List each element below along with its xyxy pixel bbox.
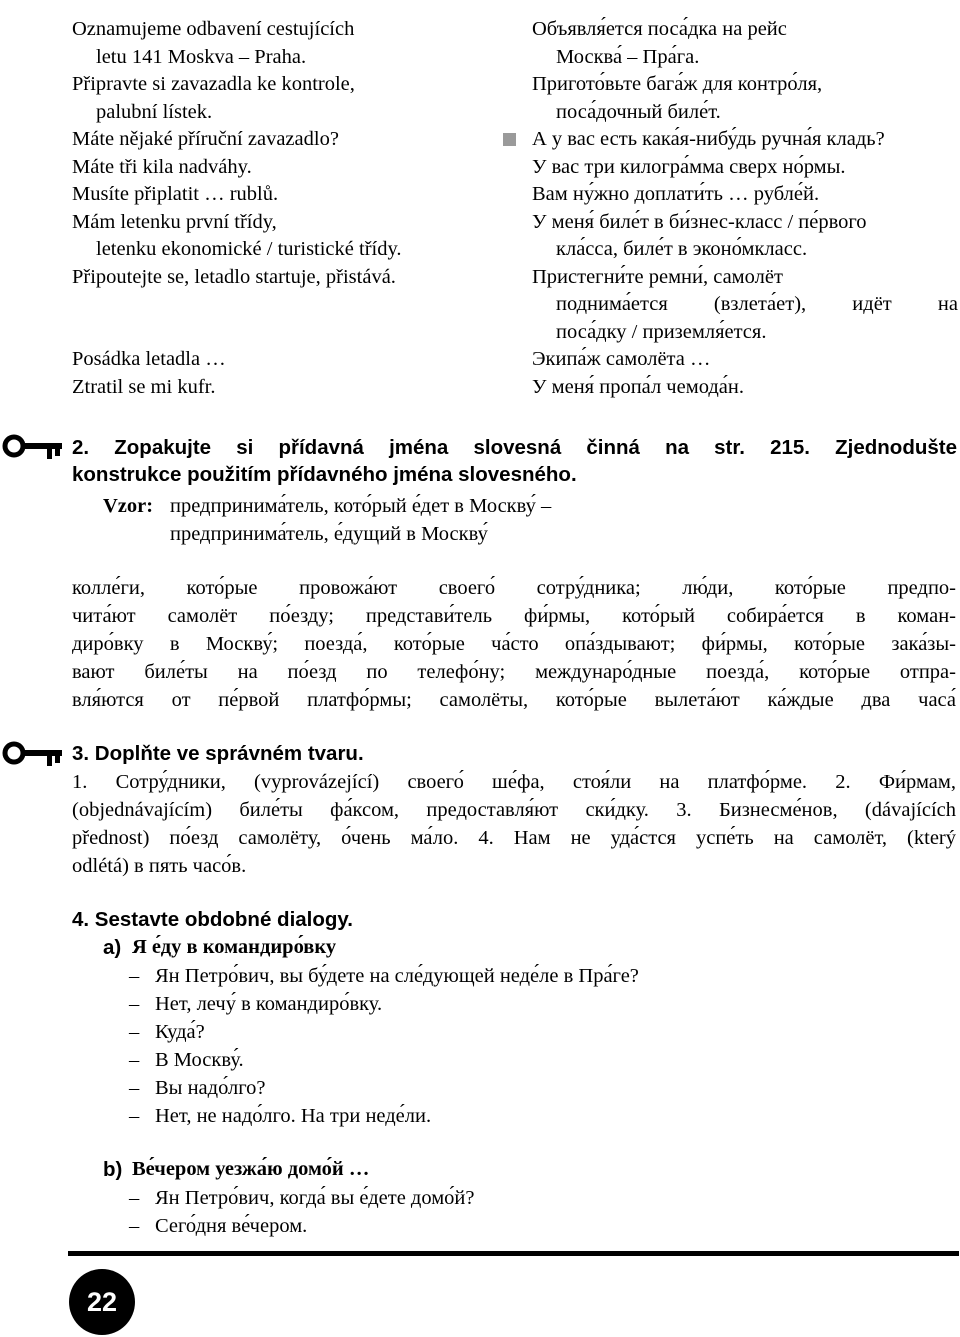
dialog-text: Нет, не надо́лго. На три неде́ли. <box>155 1105 432 1127</box>
ru-phrase: Пристегни́те ремни́, самолёт <box>532 265 783 288</box>
cz-phrase: Připoutejte se, letadlo startuje, přistává. <box>72 265 396 288</box>
dash: – <box>129 1021 140 1043</box>
paragraph-line: колле́ги, кото́рые провожа́ют своего́ сотру́дника; лю́ди, кото́рые предпо- <box>72 577 956 599</box>
dialog-line <box>129 1046 909 1074</box>
dialog-text: Ян Петро́вич, когда́ вы е́дете домо́й? <box>155 1187 475 1209</box>
ru-phrase: Москва́ – Пра́га. <box>556 45 700 68</box>
page-number: 22 <box>69 1269 135 1335</box>
exercise-3-text <box>72 768 956 880</box>
dialog-a-label: a) <box>103 936 122 959</box>
exercise-3-heading: 3. Doplňte ve správném tvaru. <box>72 742 364 765</box>
cz-phrase: Posádka letadla … <box>72 348 226 370</box>
dialog-line <box>129 1184 909 1212</box>
vzor-line: предпринима́тель, е́дущий в Москву́ <box>170 523 488 545</box>
key-icon <box>2 431 64 465</box>
dialog-b <box>129 1184 909 1240</box>
paragraph-line: диро́вку в Москву́; поезда́, кото́рые ча́сто опа́здывают; фи́рмы, кото́рые зака́зы- <box>72 633 956 655</box>
ru-phrase: А у вас есть кака́я-нибу́дь ручна́я кладь? <box>532 128 885 150</box>
cz-phrase: Ztratil se mi kufr. <box>72 375 216 398</box>
ru-phrase: Объявля́ется поса́дка на рейс <box>532 18 787 40</box>
vzor-line: предпринима́тель, кото́рый е́дет в Москву́ – <box>170 495 552 517</box>
dialog-line <box>129 962 909 990</box>
paragraph-line: odlétá) в пять часо́в. <box>72 855 247 877</box>
square-bullet-icon <box>503 133 516 146</box>
phrase-row <box>0 264 960 347</box>
cz-phrase: letenku ekonomické / turistické třídy. <box>96 238 402 260</box>
dialog-line <box>129 1102 909 1130</box>
phrase-row <box>0 154 960 182</box>
phrase-row <box>0 346 960 374</box>
phrase-row <box>0 71 960 126</box>
dialog-line <box>129 1018 909 1046</box>
footer-rule <box>68 1251 959 1256</box>
cz-phrase: Oznamujeme odbavení cestujících <box>72 18 355 40</box>
dash: – <box>129 1049 140 1071</box>
phrase-table <box>0 16 960 401</box>
ru-phrase: Вам ну́жно доплати́ть … рубле́й. <box>532 183 820 205</box>
exercise-2-heading <box>72 434 957 488</box>
phrase-row <box>0 374 960 402</box>
dash: – <box>129 1105 140 1127</box>
dash: – <box>129 993 140 1015</box>
phrase-row <box>0 209 960 264</box>
exercise-2-text <box>72 574 956 714</box>
dialog-a <box>129 962 909 1130</box>
cz-phrase: Připravte si zavazadla ke kontrole, <box>72 73 355 95</box>
ru-phrase: поса́дочный биле́т. <box>556 100 721 123</box>
dialog-text: Сего́дня ве́чером. <box>155 1215 308 1237</box>
paragraph-line: вля́ются от пе́рвой платфо́рмы; самолёты, кото́рые вылета́ют ка́ждые два часа́ <box>72 689 956 711</box>
dialog-b-title: Ве́чером уезжа́ю домо́й … <box>132 1158 370 1180</box>
paragraph-line: (objednávajícím) биле́ты фа́ксом, предоставля́ют ски́дку. 3. Бизнесме́нов, (dávajících <box>72 799 956 821</box>
ru-phrase: Экипа́ж самолёта … <box>532 348 711 370</box>
phrase-row <box>0 16 960 71</box>
dialog-a-title: Я е́ду в командиро́вку <box>132 936 337 958</box>
cz-phrase: letu 141 Moskva – Praha. <box>96 45 307 68</box>
ru-phrase: У меня́ пропа́л чемода́н. <box>532 375 744 398</box>
cz-phrase: Máte nějaké příruční zavazadlo? <box>72 128 339 150</box>
paragraph-line: вают биле́ты на по́езд по телефо́ну; междунаро́дные поезда́, кото́рые отпра- <box>72 661 956 683</box>
ru-phrase: кла́сса, биле́т в эконо́мкласс. <box>556 238 808 260</box>
dash: – <box>129 1215 140 1237</box>
ru-phrase: поса́дку / приземля́ется. <box>556 320 767 343</box>
ru-phrase: У вас три килогра́мма сверх но́рмы. <box>532 155 846 178</box>
ru-phrase: поднима́ется (взлета́ет), идёт на <box>556 293 958 315</box>
exercise-4-heading: 4. Sestavte obdobné dialogy. <box>72 908 353 931</box>
dialog-line <box>129 1212 909 1240</box>
paragraph-line: чита́ют самолёт по́езду; представи́тель фи́рмы, кото́рый собира́ется в коман- <box>72 605 956 627</box>
dialog-text: В Москву́. <box>155 1049 244 1071</box>
dialog-text: Ян Петро́вич, вы бу́дете на сле́дующей неде́ле в Пра́ге? <box>155 965 639 987</box>
paragraph-line: přednost) по́езд самолёту, о́чень ма́ло. 4. Нам не уда́стся успе́ть на самолёт, (který <box>72 827 956 849</box>
dialog-line <box>129 990 909 1018</box>
dialog-text: Вы надо́лго? <box>155 1077 266 1099</box>
dialog-text: Куда́? <box>155 1021 205 1043</box>
heading-line: 2. Zopakujte si přídavná jména slovesná činná na str. 215. Zjednodušte <box>72 436 957 459</box>
heading-line: konstrukce použitím přídavného jména slovesného. <box>72 463 577 486</box>
vzor-label: Vzor: <box>103 495 154 517</box>
dash: – <box>129 1187 140 1209</box>
key-icon <box>2 738 64 772</box>
phrase-row <box>0 181 960 209</box>
dialog-text: Нет, лечу́ в командиро́вку. <box>155 993 383 1015</box>
cz-phrase: palubní lístek. <box>96 100 213 123</box>
dialog-b-label: b) <box>103 1158 123 1181</box>
cz-phrase: Musíte připlatit … rublů. <box>72 183 279 205</box>
cz-phrase: Mám letenku první třídy, <box>72 210 277 233</box>
vzor-example <box>170 492 870 548</box>
paragraph-line: 1. Сотру́дники, (vyprovázející) своего́ ше́фа, стоя́ли на платфо́рме. 2. Фи́рмам, <box>72 771 956 793</box>
dialog-line <box>129 1074 909 1102</box>
dash: – <box>129 965 140 987</box>
ru-phrase: У меня́ биле́т в би́знес-класс / пе́рвого <box>532 210 867 233</box>
dash: – <box>129 1077 140 1099</box>
cz-phrase: Máte tři kila nadváhy. <box>72 155 252 178</box>
phrase-row <box>0 126 960 154</box>
ru-phrase: Пригото́вьте бага́ж для контро́ля, <box>532 73 823 95</box>
